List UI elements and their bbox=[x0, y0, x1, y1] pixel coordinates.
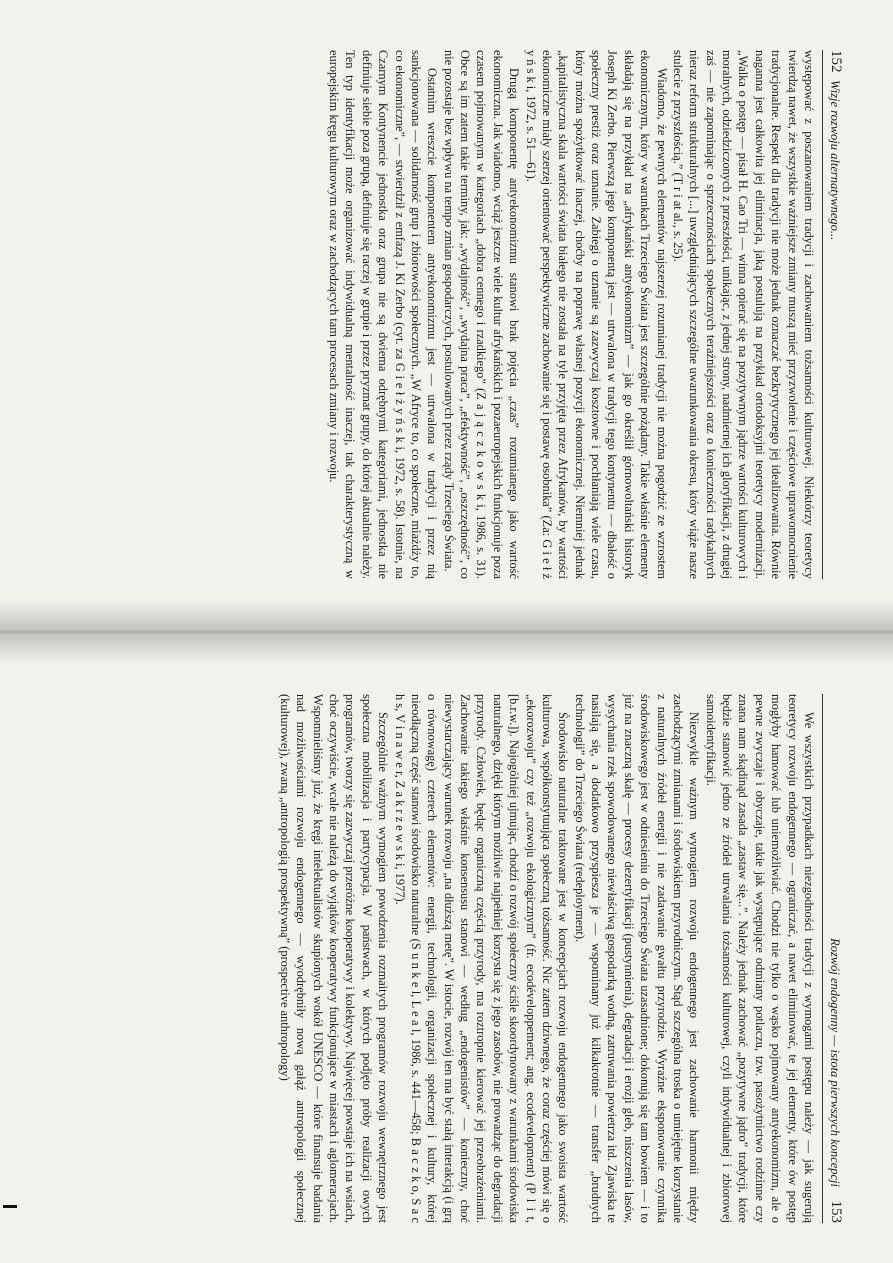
paragraph: Drugą komponentę antyekonomizmu stanowi brak pojęcia „czas” rozumianego jako wartość ekonomiczna. Jak wiadomo, wciąż jeszcze wiele kultur afrykańskich i pozaeuropejskich funkcjonuje poza czasem pojmowanym w kategoriach „dobra cennego i rzadkiego” (Z a j ą c z k o w s k i, 1986, s. 31). Obce są im zatem takie terminy, jak: „wydajność”, „wydajna praca”, „efektywność”, „oszczędność”, co nie pozostaje bez wpływu na tempo zmian gospodarczych, postulowanych przez rządy Trzeciego Świata. bbox=[441, 50, 522, 579]
left-page bbox=[0, 0, 893, 631]
right-page-body bbox=[277, 694, 817, 1223]
left-running-head bbox=[822, 50, 845, 579]
paragraph: Niezwykle ważnym wymogiem rozwoju endogennego jest zachowanie harmonii między zachodzącymi zmianami i środowiskiem przyrodniczym. Stąd szczególna troska o umiejętne korzystanie z naturalnych źródeł energii i nie zadawanie gwałtu przyrodzie. Wyraźne eksponowanie czynnika środowiskowego jest w odniesieniu do Trzeciego Świata uzasadnione; dokonują się tam bowiem — i to już na znaczną skalę — procesy dezertyfikacji (pustynnienia), degradacji i erozji gleb, niszczenia lasów, wysychania rzek spowodowanego niewłaściwą gospodarką wodną, zatruwania powietrza itd. Zjawiska te nasilają się, a dodatkowo przyspiesza je — wspominany już kilkakrotnie — transfer „brudnych technologii” do Trzeciego Świata (redeployment). bbox=[572, 694, 702, 1223]
right-page-number: 153 bbox=[828, 1200, 844, 1223]
left-page-number: 152 bbox=[828, 50, 844, 73]
paragraph: Środowisko naturalne traktowane jest w koncepcjach rozwoju endogennego jako swoista wartość kulturowa, współkonstytuująca społeczną tożsamość. Nic zatem dziwnego, że coraz częściej mówi się o „ekorozwoju” czy też „rozwoju ekologicznym” (fr. ecodéveloppement; ang. ecodevelopment) (P l i t, [b.r.w.]). Najogólniej ujmując, chodzi o rozwój społeczny ściśle skoordynowany z warunkami środowiska naturalnego, dzięki którym możliwie najpełniej korzysta się z jego zasobów, nie prowadząc do degradacji przyrody. Człowiek, będąc organiczną częścią przyrody, ma roztropnie kierować jej przeobrażeniami. Zachowanie takiego właśnie konsensusu stanowi — według „endogenistów” — konieczny, choć niewystarczający warunek rozwoju „na dłuższą metę”. W istocie, rozwój ten ma być stałą interakcją (i grą o równowagę) czterech elementów: energii, technologii, organizacji społecznej i kultury, której nieodłączną część stanowi środowisko naturalne (S u n k e l, L e a l, 1986, s. 441—458; B a c z k o, S a c h s, V i n a w e r, Z a k r z e w s k i, 1977). bbox=[392, 694, 571, 1223]
right-page bbox=[0, 632, 893, 1263]
paragraph: Szczególnie ważnym wymogiem powodzenia rozmaitych programów rozwoju wewnętrznego jest społeczna mobilizacja i partycypacja. W państwach, w których podjęto próby realizacji owych programów, tworzy się zazwyczaj przeróżne kooperatywy i kolektywy. Najwięcej powstaje ich na wsiach, choć oczywiście, wcale nie należą do wyjątków kooperatywy funkcjonujące w miastach i aglomeracjach. Wspomnieliśmy już, że kręgi intelektualistów skupionych wokół UNESCO — które finansuje badania nad możliwościami rozwoju endogennego — wyodrębniły nową gałąź antropologii społecznej (kulturowej), zwaną „antropologią prospektywną” (prospective anthropology) bbox=[278, 694, 391, 1223]
right-running-head bbox=[822, 694, 845, 1223]
left-running-title: Wizje rozwoju alternatywnego... bbox=[828, 80, 842, 241]
scan-mark bbox=[3, 1205, 17, 1208]
paragraph: Wiadomo, że pewnych elementów najszerzej rozumianej tradycji nie można pogodzić ze wzrostem ekonomicznym, który w warunkach Trzeciego Świata jest szczególnie pożądany. Takie właśnie elementy składają się na przykład na „afrykański antyekonomizm” — jak go określił górnowoltański historyk Joseph Ki Zerbo. Pierwszą jego komponentą jest — utrwalona w tradycji tego kontynentu — dbałość o społeczny prestiż oraz uznanie. Zabiegi o uznanie są zazwyczaj kosztowne i pochłaniają wiele czasu, który można spożytkować inaczej, choćby na poprawę własnej pozycji ekonomicznej. Niemniej jednak „kapitalistyczna skala wartości świata białego nie została na tyle przyjęta przez Afrykanów, by wartości ekonomiczne miały szerzej orientować perspektywiczne zachowanie się i postawę osobnika” (Za: G i e ł ż y ń s k i, 1972, s. 51—61). bbox=[523, 50, 669, 579]
right-running-title: Rozwój endogenny — istota pierwszych koncepcji bbox=[828, 938, 842, 1187]
paragraph: Ostatnim wreszcie komponentem antyekonomizmu jest — utrwalona w tradycji i przez nią sankcjonowana — solidarność grup i zbiorowości społecznych. „W Afryce to, co społeczne, miażdży to, co ekonomiczne”, — stwierdził z emfazą J. Ki Zerbo (cyt. za G i e ł ż y ń s k i, 1972, s. 58). Istotnie, na Czarnym Kontynencie jednostka oraz grupa nie są dwiema odrębnymi kategoriami, jednostka nie definiuje siebie poza grupą, definiuje się raczej w grupie i przez pryzmat grupy, do której aktualnie należy. Ten typ identyfikacji może organizować indywidualną mentalność inaczej, tak charakterystyczną w europejskim kręgu kulturowym oraz w zachodzących tam procesach zmiany i rozwoju. bbox=[327, 50, 440, 579]
paragraph: występować z poszanowaniem tradycji i zachowaniem tożsamości kulturowej. Niektórzy teoretycy twierdzą nawet, że wszystkie ważniejsze zmiany muszą mieć przyzwolenie i częściowe uprawomocnienie tradycjonalne. Respekt dla tradycji nie może jednak oznaczać bezkrytycznego jej idealizowania. Równie naganna jest całkowita jej eliminacja, jaką postulują na przykład ortodoksyjni teoretycy modernizacji. „Walka o postęp — pisał H. Cao Tri — winna opierać się na pozytywnym jądrze wartości kulturowych i moralnych, odziedziczonych z przeszłości, unikając, z jednej strony, nadmiernej ich gloryfikacji, z drugiej zaś — nie zapominając o sprzecznościach społecznych teraźniejszości oraz o konieczności radykalnych nieraz reform strukturalnych [...] uwzględniających szczególne uwarunkowania okresu, który wiąże nasze stulecie z przyszłością.” (T r i at al., s. 25). bbox=[671, 50, 816, 579]
left-page-body bbox=[326, 50, 817, 579]
paragraph: We wszystkich przypadkach niezgodności tradycji z wymogami postępu należy — jak sugerują teoretycy rozwoju endogennego — ograniczać, a nawet eliminować, te jej elementy, które ów postęp mogłyby hamować lub uniemożliwiać. Chodzi nie tylko o wąsko pojmowany antyekonomizm, ale o pewne zwyczaje i obyczaje, takie jak występujące odmiany potlaczu, tzw. pasożytnictwo rodzinne czy znana nam skądinąd zasada „zastaw się...”. Należy jednak zachować „pozytywne jądro” tradycji, które będzie stanowić jedno ze źródeł utrwalania tożsamości kulturowej, czyli indywidualnej i zbiorowej samoidentyfikacji. bbox=[703, 694, 816, 1223]
